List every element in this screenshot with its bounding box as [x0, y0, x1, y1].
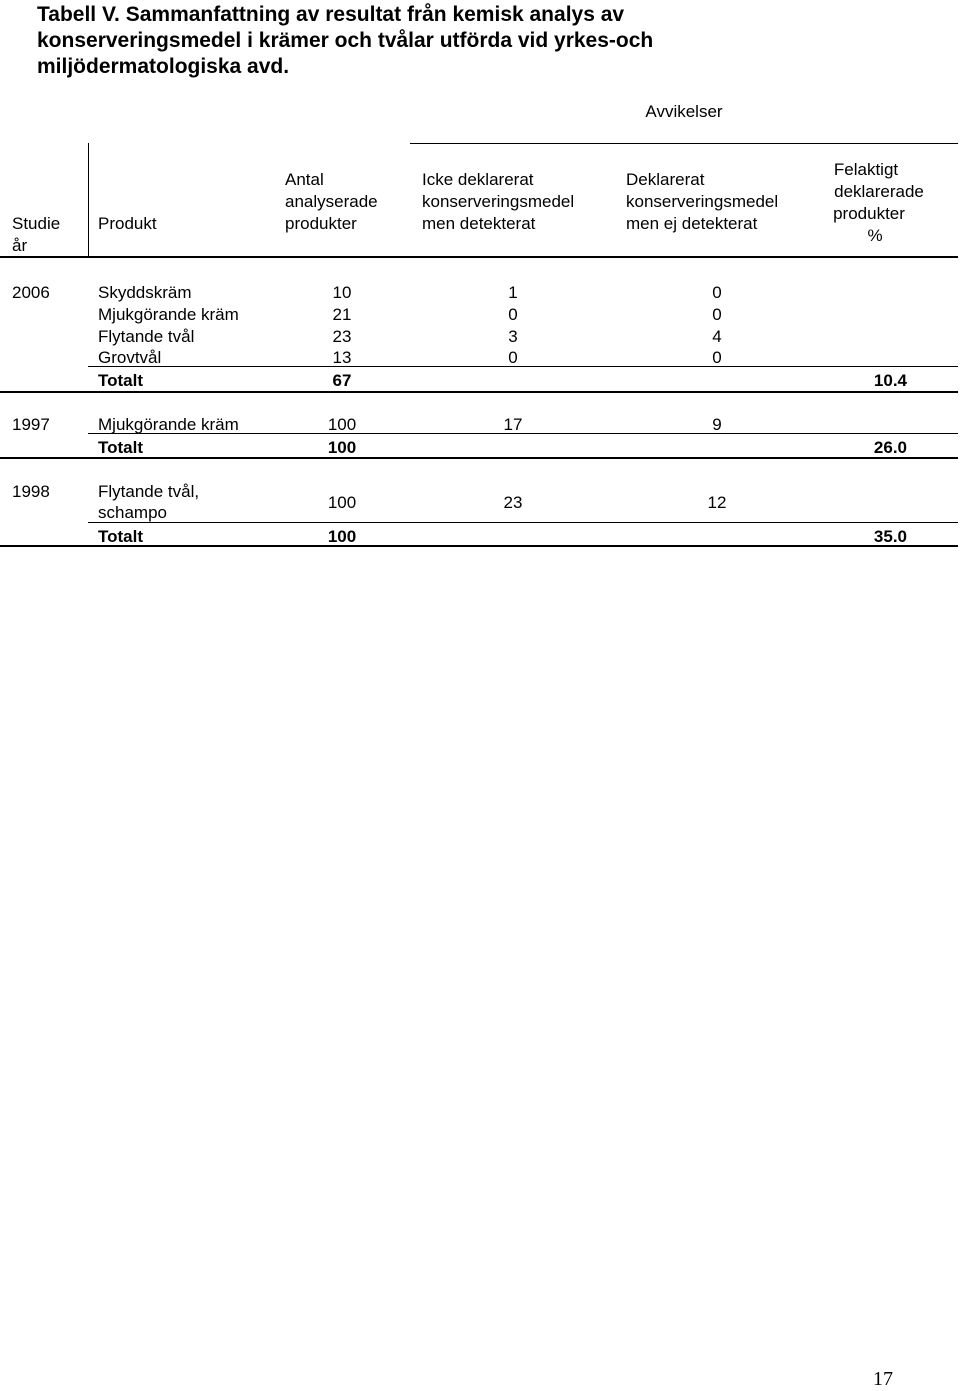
header-dekl-line: konserveringsmedel [626, 192, 779, 211]
header-avvikelser: Avvikelser [645, 102, 723, 121]
total-percent: 26.0 [873, 438, 907, 457]
year-cell: 1998 [12, 482, 50, 501]
antal-cell: 13 [332, 348, 352, 367]
header-icke-line: konserveringsmedel [422, 192, 575, 211]
total-label: Totalt [98, 371, 144, 390]
dekl-cell: 0 [712, 283, 722, 302]
dekl-cell: 4 [712, 327, 722, 346]
table-title: Tabell V. Sammanfattning av resultat från kemisk analys av konserveringsmedel i krämer och tvålar utförda vid yrkes-och miljödermatologiska avd. [37, 3, 654, 78]
icke-cell: 3 [508, 327, 518, 346]
dekl-cell: 12 [707, 493, 727, 512]
produkt-cell: Mjukgörande kräm [98, 415, 239, 434]
total-rule-top [88, 366, 958, 367]
header-bottom-rule [0, 256, 958, 258]
year-cell: 1997 [12, 415, 50, 434]
header-antal-line: produkter [285, 214, 357, 233]
header-ar-line: år [12, 236, 28, 255]
total-label: Totalt [98, 438, 144, 457]
group-rule-bottom [0, 391, 958, 393]
header-felaktigt-line: deklarerade [834, 182, 924, 201]
produkt-cell-line: Flytande tvål, [98, 482, 200, 501]
header-studie-line: Studie [12, 214, 61, 233]
column-divider-year [88, 143, 89, 257]
antal-cell: 100 [327, 493, 357, 512]
header-felaktigt-line: % [867, 226, 883, 245]
total-antal: 100 [327, 438, 357, 457]
produkt-cell: Grovtvål [98, 348, 162, 367]
dekl-cell: 0 [712, 348, 722, 367]
dekl-cell: 9 [712, 415, 722, 434]
total-percent: 35.0 [873, 527, 907, 546]
header-felaktigt-line: Felaktigt [833, 160, 899, 179]
icke-cell: 23 [503, 493, 523, 512]
table-bottom-rule [0, 545, 958, 547]
header-felaktigt-line: produkter [833, 204, 905, 223]
antal-cell: 10 [332, 283, 352, 302]
icke-cell: 0 [508, 305, 518, 324]
total-rule-top [88, 522, 958, 523]
total-percent: 10.4 [873, 371, 907, 390]
avvikelser-rule [410, 143, 958, 144]
total-antal: 67 [332, 371, 352, 390]
page-number: 17 [873, 1368, 893, 1390]
header-antal-line: analyserade [285, 192, 378, 211]
icke-cell: 0 [508, 348, 518, 367]
antal-cell: 21 [332, 305, 352, 324]
antal-cell: 23 [332, 327, 352, 346]
header-dekl-line: men ej detekterat [626, 214, 758, 233]
icke-cell: 17 [503, 415, 523, 434]
produkt-cell: Mjukgörande kräm [98, 305, 239, 324]
produkt-cell: Flytande tvål [98, 327, 195, 346]
group-rule-bottom [0, 457, 958, 459]
total-rule-top [88, 433, 958, 434]
dekl-cell: 0 [712, 305, 722, 324]
year-cell: 2006 [12, 283, 50, 302]
produkt-cell-line: schampo [98, 503, 167, 522]
header-dekl-line: Deklarerat [626, 170, 705, 189]
icke-cell: 1 [508, 283, 518, 302]
total-antal: 100 [327, 527, 357, 546]
header-antal-line: Antal [285, 170, 324, 189]
header-icke-line: Icke deklarerat [422, 170, 534, 189]
antal-cell: 100 [327, 415, 357, 434]
header-icke-line: men detekterat [422, 214, 536, 233]
produkt-cell: Skyddskräm [98, 283, 192, 302]
header-produkt: Produkt [98, 214, 157, 233]
total-label: Totalt [98, 527, 144, 546]
